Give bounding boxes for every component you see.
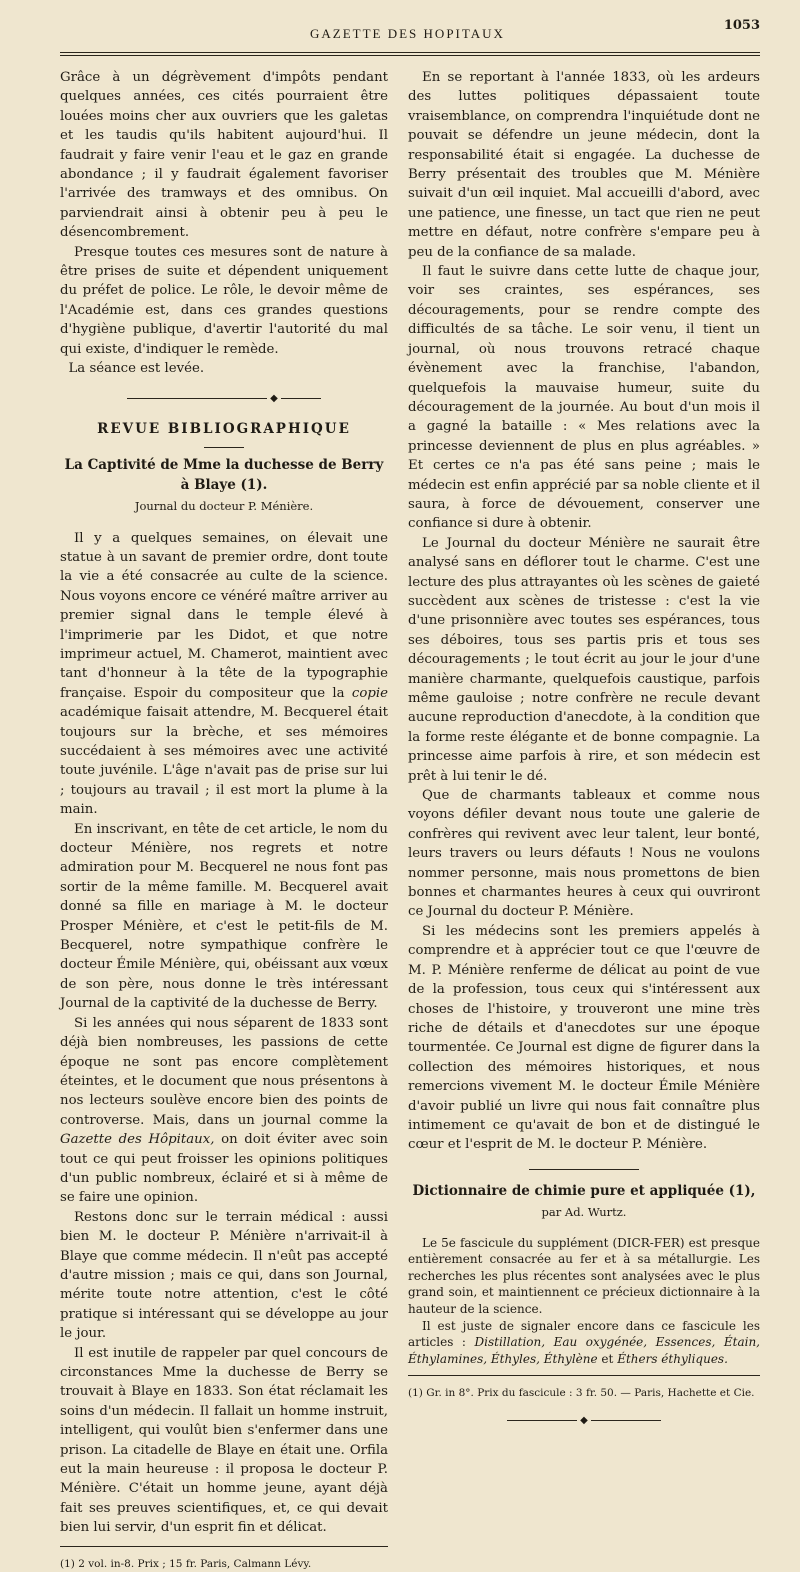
divider (204, 447, 244, 448)
paragraph: Il y a quelques semaines, on élevait une statue à un savant de premier ordre, dont toute la vie a été consacrée au culte de la science. Nous voyons encore ce vénéré maître arriver au premier signal dans le temple élevé à l'imprimerie par les Didot, et que notre imprimeur actuel, M. Chamerot, maintient avec tant d'honneur à la tête de la typographie française. Espoir du compositeur que la copie académique faisait attendre, M. Becquerel était toujours sur la brèche, et ses mémoires succédaient à ses mémoires avec une activité toute juvénile. L'âge n'avait pas de prise sur lui ; toujours au travail ; il est mort la plume à la main. (60, 530, 388, 818)
paragraph: Que de charmants tableaux et comme nous voyons défiler devant nous toute une galerie de confrères qui revivent avec leur talent, leur bonté, leurs travers ou leurs défauts ! Nous ne voulons nommer personne, mais nous promettons de bien bonnes et charmantes heures à ceux qui ouvriront ce Journal du docteur P. Ménière. (408, 788, 760, 920)
paragraph: Il faut le suivre dans cette lutte de chaque jour, voir ses craintes, ses espérances, ses découragements, pour se rendre compte des difficultés de sa tâche. Le soir venu, il tient un journal, où nous trouvons retracé chaque évènement avec la franchise, l'abandon, quelquefois la mauvaise humeur, suite du découragement de la journée. Au bout d'un mois il a gagné la bataille : « Mes relations avec la princesse deviennent de plus en plus agréables. » Et certes ce n'a pas été sans peine ; mais le médecin est enfin apprécié par sa noble cliente et il saura, à force de dévouement, conserver une confiance si dure à obtenir. (408, 264, 760, 532)
section-divider: ◆ (60, 389, 388, 408)
journal-title: GAZETTE DES HOPITAUX (310, 26, 505, 41)
footnote-rule (60, 1546, 388, 1547)
paragraph: Si les médecins sont les premiers appelés à comprendre et à apprécier tout ce que l'œuvre de M. P. Ménière renferme de délicat au point de vue de la profession, tous ceux qui s'intéressent aux choses de l'histoire, y trouveront une mine très riche de détails et d'anecdotes sur une époque tourmentée. Ce Journal est digne de figurer dans la collection des mémoires historiques, et nous remercions vivement M. le docteur Émile Ménière d'avoir publié un livre qui nous fait connaître plus intimement ce qu'avait de bon et de distingué le cœur et l'esprit de M. le docteur P. Ménière. (408, 923, 760, 1153)
end-ornament: ◆ (408, 1411, 760, 1430)
paragraph: Si les années qui nous séparent de 1833 sont déjà bien nombreuses, les passions de cette époque ne sont pas encore complètement éteintes, et le document que nous présentons à nos lecteurs soulève encore bien des points de controverse. Mais, dans un journal comme la Gazette des Hôpitaux, on doit éviter avec soin tout ce qui peut froisser les opinions politiques d'un public nombreux, éclairé et si à même de se faire une opinion. (60, 1015, 388, 1206)
paragraph: Le Journal du docteur Ménière ne saurait être analysé sans en déflorer tout le charme. C'est une lecture des plus attrayantes où les scènes de gaieté succèdent aux scènes de tristesse : c'est la vie d'une prisonnière avec toutes ses espérances, tous ses déboires, tous ses partis pris et tous ses découragements ; le tout écrit au jour le jour d'une manière charmante, quelquefois caustique, parfois même gauloise ; notre confrère ne recule devant aucune reproduction d'anecdote, à la condition que la forme reste élégante et de bonne compagnie. La princesse aime parfois à rire, et son médecin est prêt à lui tenir le dé. (408, 535, 760, 784)
paragraph: Grâce à un dégrèvement d'impôts pendant quelques années, ces cités pourraient être louées moins cher aux ouvriers que les galetas et les taudis qu'ils habitent aujourd'hui. Il faudrait y faire venir l'eau et le gaz en grande abondance ; il y faudrait également favoriser l'arrivée des tramways et des omnibus. On parviendrait ainsi à obtenir peu à peu le désencombrement. (60, 70, 388, 241)
paragraph: Le 5e fascicule du supplément (DICR-FER) est presque entièrement consacrée au fer et à sa métallurgie. Les recherches les plus récentes sont analysées avec le plus grand soin, et maintiennent ce précieux dictionnaire à la hauteur de la science. (408, 1235, 760, 1316)
paragraph: Restons donc sur le terrain médical : aussi bien M. le docteur P. Ménière n'arrivait-il à Blaye que comme médecin. Il n'eût pas accepté d'autre mission ; mais ce qui, dans son Journal, mérite toute notre attention, c'est le côté pratique si intéressant qui se développe au jour le jour. (60, 1209, 388, 1342)
footnote: (1) Gr. in 8°. Prix du fascicule : 3 fr. 50. — Paris, Hachette et Cie. (408, 1387, 755, 1400)
footnote: (1) 2 vol. in-8. Prix ; 15 fr. Paris, Calmann Lévy. (60, 1557, 312, 1570)
page-header (60, 18, 760, 48)
paragraph: En inscrivant, en tête de cet article, le nom du docteur Ménière, nos regrets et notre admiration pour M. Becquerel ne nous font pas sortir de la même famille. M. Becquerel avait donné sa fille en mariage à M. le docteur Prosper Ménière, et c'est le petit-fils de M. Becquerel, notre sympathique confrère le docteur Émile Ménière, qui, obéissant aux vœux de son père, nous donne le très intéressant Journal de la captivité de la duchesse de Berry. (60, 821, 388, 1012)
paragraph: Il est inutile de rappeler par quel concours de circonstances Mme la duchesse de Berry se trouvait à Blaye en 1833. Son état réclamait les soins d'un médecin. Il fallait un homme instruit, intelligent, qui voulût bien s'enfermer dans une prison. La citadelle de Blaye en était une. Orfila eut la main heureuse : il proposa le docteur P. Ménière. C'était un homme jeune, ayant déjà fait ses preuves scientifiques, et, ce qui devait bien lui servir, d'un esprit fin et délicat. (60, 1345, 388, 1536)
page-number: 1053 (723, 18, 760, 33)
footnote-rule (408, 1375, 760, 1376)
article-byline: par Ad. Wurtz. (541, 1205, 627, 1220)
paragraph: Presque toutes ces mesures sont de nature à être prises de suite et dépendent uniquement du préfet de police. Le rôle, le devoir même de l'Académie est, dans ces grandes questions d'hygiène publique, d'avertir l'autorité du mal qui existe, d'indiquer le remède. (60, 244, 388, 357)
right-column (408, 68, 760, 1441)
paragraph: Il est juste de signaler encore dans ce fascicule les articles : Distillation, Eau oxygénée, Essences, Étain, Éthylamines, Éthyles, Éthylène et Éthers éthyliques. (408, 1318, 760, 1366)
header-rule-double (60, 55, 760, 56)
header-rule (60, 52, 760, 53)
paragraph: En se reportant à l'année 1833, où les ardeurs des luttes politiques dépassaient toute vraisemblance, on comprendra l'inquiétude dont ne pouvait se défendre un jeune médecin, dont la responsabilité était si engagée. La duchesse de Berry présentait des troubles que M. Ménière suivait d'un œil inquiet. Mal accueilli d'abord, avec une patience, une finesse, un tact que rien ne peut mettre en défaut, notre confrère s'empare peu à peu de la confiance de sa malade. (408, 70, 760, 260)
session-closed-note: La séance est levée. (68, 361, 205, 377)
article-divider (529, 1169, 639, 1170)
section-title: REVUE BIBLIOGRAPHIQUE (97, 420, 351, 437)
article-title: La Captivité de Mme la duchesse de Berry à Blaye (1). (64, 457, 384, 493)
article-title: Dictionnaire de chimie pure et appliquée (1), (412, 1182, 756, 1199)
article-byline: Journal du docteur P. Ménière. (134, 499, 314, 514)
left-column (60, 68, 388, 1572)
